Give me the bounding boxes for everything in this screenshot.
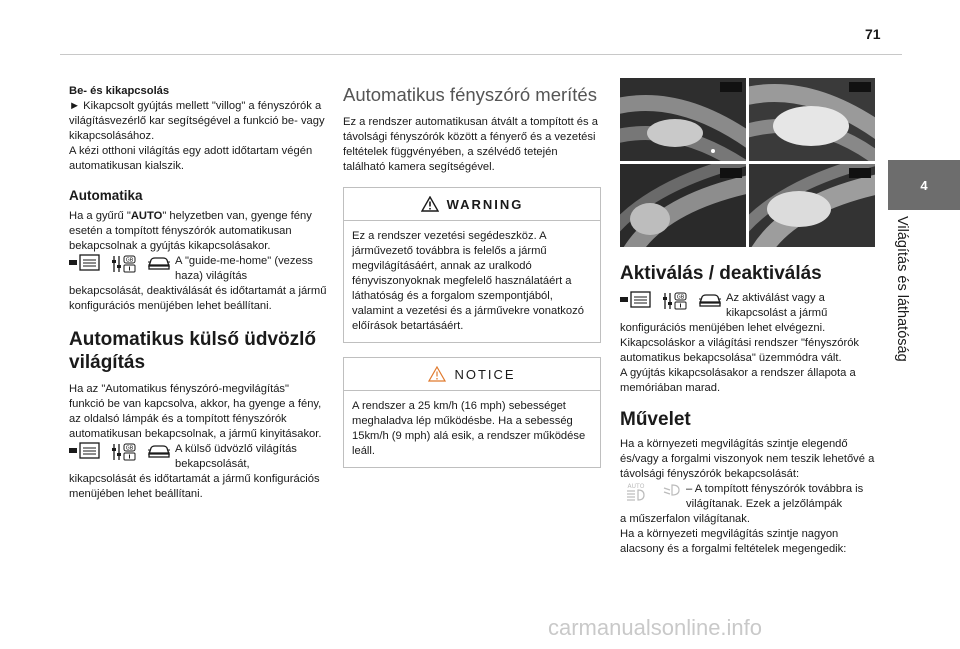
auto-text-after: bekapcsolását, deaktiválását és időtartamát a jármű konfigurációs menüjében lehet beállítani. bbox=[69, 285, 327, 312]
notice-box bbox=[343, 357, 601, 468]
auto-text-b: " helyzetben van, gyenge fény esetén a tompított fényszórók automatikusan bekapcsolnak a gyújtás kikapcsolásakor. bbox=[69, 210, 312, 252]
column-2 bbox=[343, 84, 601, 468]
onoff-text: ► Kikapcsolt gyújtás mellett "villog" a fényszórók a világításvezérlő kar segítségével a funkció be- vagy kikapcsolásához. bbox=[69, 100, 325, 142]
notice-header bbox=[344, 358, 600, 391]
welcome-heading: Automatikus külső üdvözlő világítás bbox=[69, 329, 317, 373]
activation-text-after: konfigurációs menüjében lehet elvégezni. Kikapcsoláskor a világítási rendszer "fényszórók automatikus bekapcsolása" üzemmódra vált. bbox=[620, 322, 860, 364]
header-rule bbox=[60, 54, 902, 55]
svg-text:GB: GB bbox=[676, 294, 685, 301]
settings-sliders-icon bbox=[662, 291, 688, 311]
operation-icon-row bbox=[620, 482, 878, 512]
welcome-icon-row bbox=[69, 442, 327, 472]
operation-text-2: Ha a környezeti megvilágítás szintje nagyon alacsony és a forgalmi feltételek megengedik: bbox=[620, 528, 847, 555]
notice-label: NOTICE bbox=[454, 366, 516, 382]
high-beam-photos bbox=[620, 78, 875, 247]
car-icon bbox=[698, 291, 722, 309]
welcome-text-after: kikapcsolását és időtartamát a jármű konfigurációs menüjében lehet beállítani. bbox=[69, 473, 320, 500]
menu-screen-icon bbox=[69, 254, 101, 272]
svg-text:GB: GB bbox=[125, 445, 134, 452]
road-photo-2 bbox=[749, 78, 875, 161]
config-icons bbox=[620, 291, 722, 311]
high-beam-intro: Ez a rendszer automatikusan átvált a tompított és a távolsági fényszórók között a fényerő és a vezetési feltételek függvényében, a szélvédő tetején található kamera segítségével. bbox=[343, 116, 598, 173]
warning-icon bbox=[421, 196, 439, 212]
auto-high-beam-icon bbox=[624, 482, 648, 502]
chapter-title bbox=[888, 216, 928, 456]
operation-heading: Művelet bbox=[620, 409, 691, 430]
welcome-icon-text: A külső üdvözlő világítás bekapcsolását, bbox=[175, 443, 297, 470]
auto-text-bold: AUTO bbox=[130, 210, 163, 222]
column-1 bbox=[69, 84, 327, 502]
column-3 bbox=[620, 78, 878, 557]
welcome-text: Ha az "Automatikus fényszóró-megvilágítás" funkció be van kapcsolva, akkor, ha gyenge a fény, az oldalsó lámpák és a tompított fényszórók automatikusan bekapcsolnak, a jármű kinyitásakor. bbox=[69, 383, 322, 440]
auto-badge-text: AUTO bbox=[627, 483, 645, 490]
low-beam-icon bbox=[662, 482, 682, 498]
warning-box bbox=[343, 187, 601, 343]
menu-screen-icon bbox=[69, 442, 101, 460]
config-icons bbox=[69, 442, 171, 462]
high-beam-title: Automatikus fényszóró merítés bbox=[343, 84, 597, 105]
warning-label: WARNING bbox=[446, 196, 524, 212]
settings-sliders-icon bbox=[111, 442, 137, 462]
operation-text-after: a műszerfalon világítanak. bbox=[620, 513, 750, 525]
road-photo-3 bbox=[620, 164, 746, 247]
notice-icon bbox=[428, 366, 446, 382]
onoff-title: Be- és kikapcsolás bbox=[69, 85, 170, 97]
auto-heading: Automatika bbox=[69, 188, 143, 203]
activation-icon-text: Az aktiválást vagy a kikapcsolást a jármű bbox=[726, 292, 828, 319]
road-photo-1 bbox=[620, 78, 746, 161]
car-icon bbox=[147, 254, 171, 272]
auto-icon-text: A "guide-me-home" (vezess haza) világítás bbox=[175, 255, 313, 282]
activation-icon-row bbox=[620, 291, 878, 321]
page-number: 71 bbox=[865, 26, 881, 42]
svg-text:GB: GB bbox=[125, 257, 134, 264]
auto-text-a: Ha a gyűrű " bbox=[69, 210, 131, 222]
road-photo-4 bbox=[749, 164, 875, 247]
operation-text: Ha a környezeti megvilágítás szintje elegendő és/vagy a forgalmi viszonyok nem teszik lehetővé a távolsági fényszórók bekapcsolását: bbox=[620, 438, 875, 480]
warning-body: Ez a rendszer vezetési segédeszköz. A járművezető továbbra is felelős a jármű megvilágításáért, annak az uralkodó fényviszonyoknak megfelelő használatáért a láthatóság és a forgalom szempontjából, valamint a vezetési és a járművekre vonatkozó előírások betartásáért. bbox=[352, 230, 584, 332]
operation-icon-text: – A tompított fényszórók továbbra is világítanak. Ezek a jelzőlámpák bbox=[686, 483, 864, 510]
menu-screen-icon bbox=[620, 291, 652, 309]
notice-body: A rendszer a 25 km/h (16 mph) sebességet meghaladva lép működésbe. Ha a sebesség 15km/h (9 mph) alá esik, a rendszer működése leáll. bbox=[352, 400, 586, 457]
chapter-title-text: Világítás és láthatóság bbox=[894, 216, 910, 362]
onoff-text-2: A kézi otthoni világítás egy adott időtartam végén automatikusan kialszik. bbox=[69, 145, 313, 172]
warning-header bbox=[344, 188, 600, 221]
activation-heading: Aktiválás / deaktiválás bbox=[620, 263, 822, 284]
config-icons bbox=[69, 254, 171, 274]
auto-text bbox=[69, 209, 327, 254]
settings-sliders-icon bbox=[111, 254, 137, 274]
watermark: carmanualsonline.info bbox=[548, 615, 763, 640]
indicator-icons bbox=[624, 482, 682, 502]
car-icon bbox=[147, 442, 171, 460]
auto-icon-row bbox=[69, 254, 327, 284]
activation-text-2: A gyújtás kikapcsolásakor a rendszer állapota a memóriában marad. bbox=[620, 367, 856, 394]
chapter-tab: 4 bbox=[888, 160, 960, 210]
